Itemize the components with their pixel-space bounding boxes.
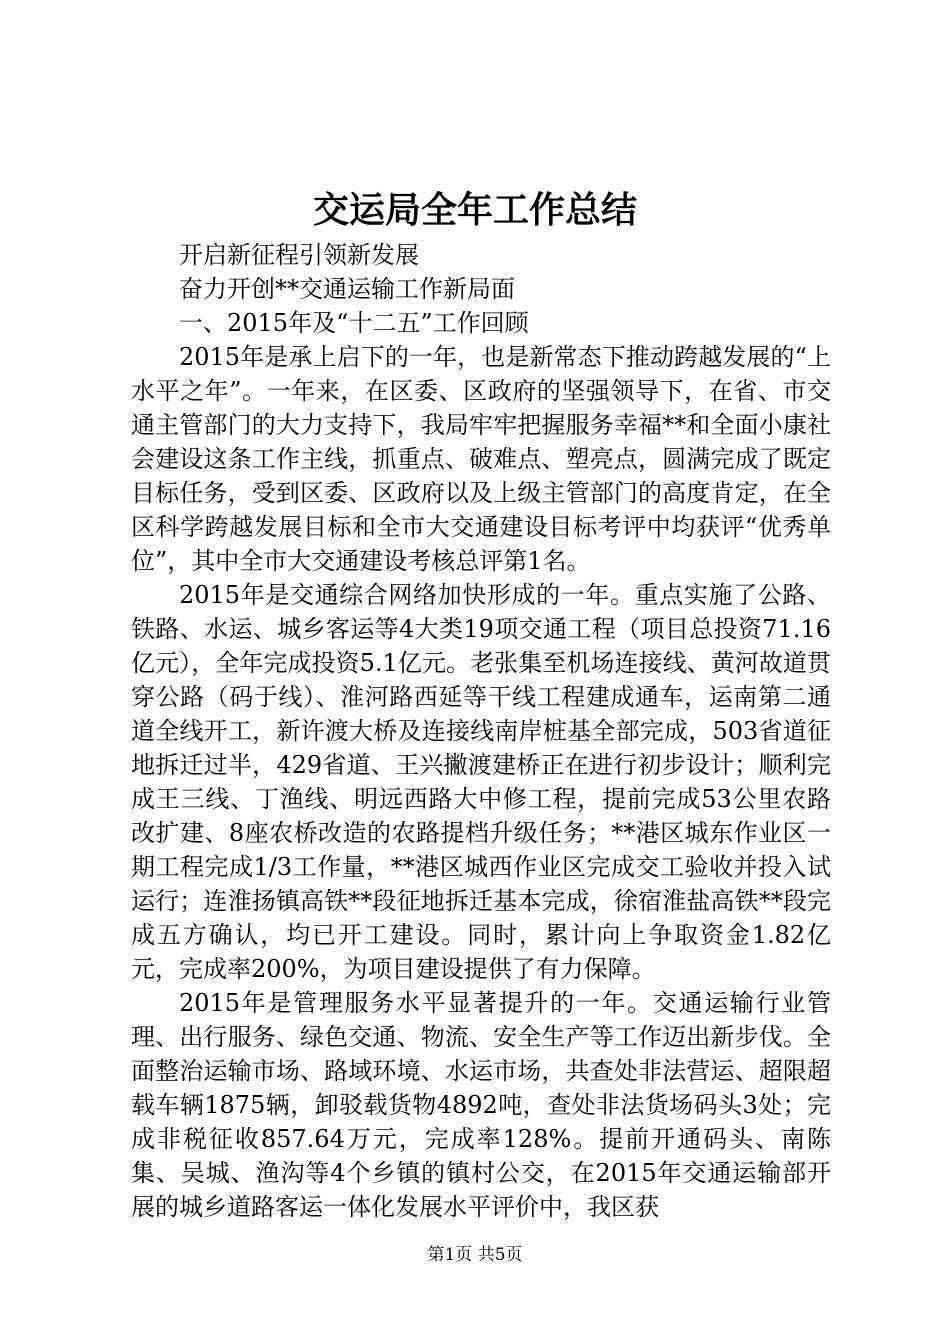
paragraph-management-service: 2015年是管理服务水平显著提升的一年。交通运输行业管理、出行服务、绿色交通、物流、安全生产等工作迈出新步伐。全面整治运输市场、路域环境、水运市场，共查处非法营运、超限超载车辆1875辆，卸驳载货物4892吨，查处非法货场码头3处；完成非税征收857.64万元，完成率128%。提前开通码头、南陈集、吴城、渔沟等4个乡镇的镇村公交，在2015年交通运输部开展的城乡道路客运一体化发展水平评价中，我区获 [131,989,831,1221]
paragraph-subtitle-2: 奋力开创**交通运输工作新局面 [179,275,515,303]
paragraph-overview: 2015年是承上启下的一年，也是新常态下推动跨越发展的“上水平之年”。一年来，在区委、区政府的坚强领导下，在省、市交通主管部门的大力支持下，我局牢牢把握服务幸福**和全面小康社会建设这条工作主线，抓重点、破难点、塑亮点，圆满完成了既定目标任务，受到区委、区政府以及上级主管部门的高度肯定，在全区科学跨越发展目标和全市大交通建设目标考评中均获评“优秀单位”，其中全市大交通建设考核总评第1名。 [131,343,831,575]
section-heading: 一、2015年及“十二五”工作回顾 [179,309,529,337]
document-title: 交运局全年工作总结 [312,189,637,231]
page-number-footer: 第1页 共5页 [427,1245,523,1265]
document-body [131,238,831,1224]
paragraph-subtitle-1: 开启新征程引领新发展 [179,241,419,269]
paragraph-transport-network: 2015年是交通综合网络加快形成的一年。重点实施了公路、铁路、水运、城乡客运等4大类19项交通工程（项目总投资71.16亿元），全年完成投资5.1亿元。老张集至机场连接线、黄河故道贯穿公路（码于线）、淮河路西延等干线工程建成通车，运南第二通道全线开工，新许渡大桥及连接线南岸桩基全部完成，503省道征地拆迁过半，429省道、王兴撇渡建桥正在进行初步设计；顺利完成王三线、丁渔线、明远西路大中修工程，提前完成53公里农路改扩建、8座农桥改造的农路提档升级任务；**港区城东作业区一期工程完成1/3工作量，**港区城西作业区完成交工验收并投入试运行；连淮扬镇高铁**段征地拆迁基本完成，徐宿淮盐高铁**段完成五方确认，均已开工建设。同时，累计向上争取资金1.82亿元，完成率200%，为项目建设提供了有力保障。 [131,581,831,983]
